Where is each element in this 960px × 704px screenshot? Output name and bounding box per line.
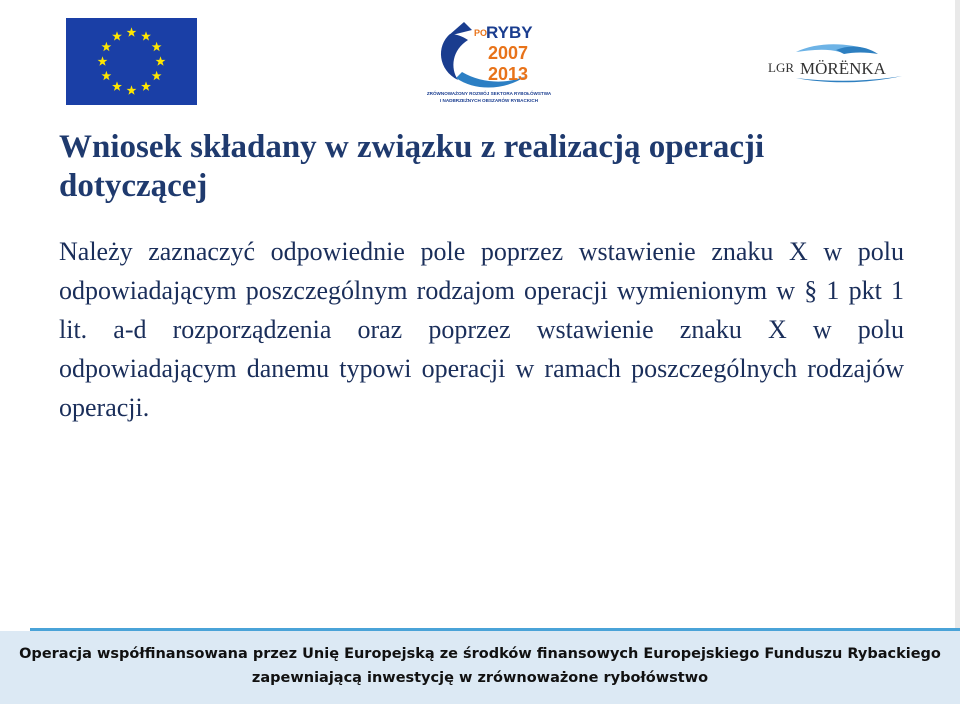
po-ryby-po-text: PO: [474, 28, 488, 38]
po-ryby-caption-1: ZRÓWNOWAŻONY ROZWÓJ SEKTORA RYBOŁÓWSTWA: [426, 91, 552, 96]
slide-title: Wniosek składany w związku z realizacją operacji dotyczącej: [59, 129, 765, 204]
lgr-name-text: MÖRËNKA: [800, 59, 886, 78]
lgr-prefix-text: LGR: [768, 60, 794, 75]
slide-edge: [955, 0, 960, 704]
footer-line-2: zapewniającą inwestycję w zrównoważone rybołówstwo: [251, 670, 709, 686]
eu-flag-icon: [66, 18, 197, 105]
lgr-morenka-logo: [766, 40, 906, 86]
body-paragraph: Należy zaznaczyć odpowiednie pole poprzez wstawienie znaku X w polu odpowiadającym poszczególnym rodzajom operacji wymienionym w § 1 pkt 1 lit. a-d rozporządzenia oraz poprzez wstawienie znaku X w polu odpowiadającym danemu typowi operacji w ramach poszczególnych rodzajów operacji.: [59, 237, 904, 422]
po-ryby-2013-text: 2013: [488, 64, 529, 84]
po-ryby-logo: [422, 6, 556, 116]
po-ryby-2007-text: 2007: [488, 43, 529, 63]
po-ryby-caption-2: I NADBRZEŻNYCH OBSZARÓW RYBACKICH: [439, 98, 539, 103]
po-ryby-ryby-text: RYBY: [486, 23, 533, 42]
footer-line-1: Operacja współfinansowana przez Unię Europejską ze środków finansowych Europejskiego Funduszu Rybackiego: [19, 646, 941, 662]
footer-band: [0, 631, 960, 704]
